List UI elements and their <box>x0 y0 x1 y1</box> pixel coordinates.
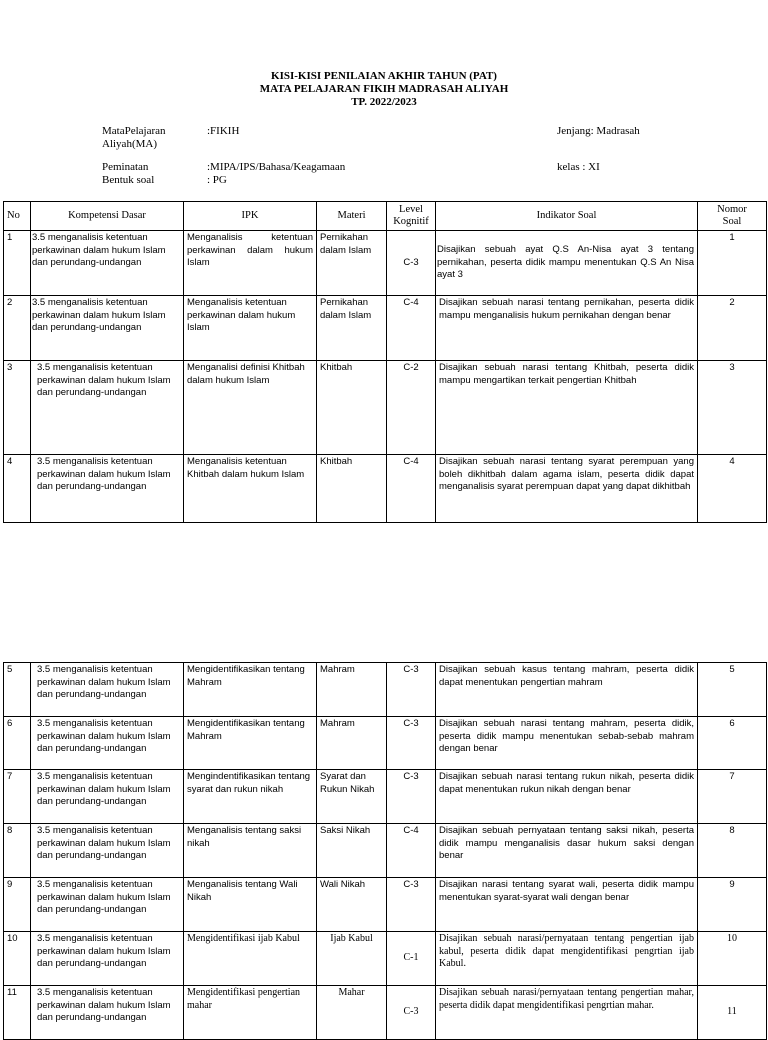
row-nomor: 4 <box>698 455 767 523</box>
row-nomor: 6 <box>698 717 767 770</box>
row-materi: Wali Nikah <box>317 878 387 932</box>
kisi-table-page1 <box>3 201 767 523</box>
jenjang-text: Jenjang: Madrasah <box>557 125 640 137</box>
row-no: 5 <box>4 663 31 717</box>
mapel-label-line2: Aliyah(MA) <box>102 138 157 150</box>
table-row <box>4 878 767 932</box>
row-no: 1 <box>4 231 31 296</box>
row-indikator: Disajikan sebuah narasi tentang pernikahan, peserta didik mampu menganalisis hukum pernikahan dengan benar <box>436 296 698 361</box>
row-level: C-1 <box>387 932 436 986</box>
row-kompetensi-dasar: 3.5 menganalisis ketentuan perkawinan dalam hukum Islam dan perundang-undangan <box>31 663 184 717</box>
row-nomor: 2 <box>698 296 767 361</box>
row-no: 9 <box>4 878 31 932</box>
row-indikator: Disajikan sebuah narasi tentang Khitbah, peserta didik mampu mengartikan terkait pengertian Khitbah <box>436 361 698 455</box>
table-row <box>4 824 767 878</box>
header-ipk: IPK <box>184 202 317 231</box>
row-no: 11 <box>4 986 31 1040</box>
row-kompetensi-dasar: 3.5 menganalisis ketentuan perkawinan dalam hukum Islam dan perundang-undangan <box>31 986 184 1040</box>
row-no: 6 <box>4 717 31 770</box>
row-materi: Mahram <box>317 663 387 717</box>
table-row <box>4 663 767 717</box>
row-ipk: Menganalisis tentang saksi nikah <box>184 824 317 878</box>
row-materi: Pernikahan dalam Islam <box>317 231 387 296</box>
row-nomor: 3 <box>698 361 767 455</box>
header-nomor-line2: Soal <box>722 216 742 227</box>
row-kompetensi-dasar: 3.5 menganalisis ketentuan perkawinan dalam hukum Islam dan perundang-undangan <box>31 932 184 986</box>
row-ipk: Mengidentifikasikan tentang Mahram <box>184 663 317 717</box>
row-nomor: 7 <box>698 770 767 824</box>
table-row <box>4 296 767 361</box>
row-ipk: Menganalisis ketentuan perkawinan dalam hukum Islam <box>184 296 317 361</box>
row-indikator: Disajikan sebuah kasus tentang mahram, peserta didik dapat menentukan pengertian mahram <box>436 663 698 717</box>
row-indikator: Disajikan sebuah narasi/pernyataan tentang pengertian mahar, peserta didik dapat mengidentifikasi pengrtian mahar. <box>436 986 698 1040</box>
row-indikator: Disajikan sebuah pernyataan tentang saksi nikah, peserta didik mampu menganalisis dasar hukum saksi dengan benar <box>436 824 698 878</box>
mapel-label-line1: MataPelajaran <box>102 125 166 137</box>
row-level: C-3 <box>387 878 436 932</box>
bentuk-soal-value: : PG <box>207 174 227 186</box>
row-materi: Khitbah <box>317 361 387 455</box>
row-kompetensi-dasar: 3.5 menganalisis ketentuan perkawinan dalam hukum Islam dan perundang-undangan <box>31 296 184 361</box>
table-row <box>4 455 767 523</box>
header-kompetensi-dasar: Kompetensi Dasar <box>31 202 184 231</box>
row-ipk: Menganalisis ketentuan perkawinan dalam hukum Islam <box>184 231 317 296</box>
row-no: 7 <box>4 770 31 824</box>
row-ipk: Menganalisis ketentuan Khitbah dalam hukum Islam <box>184 455 317 523</box>
header-level-line2: Kognitif <box>393 216 429 227</box>
row-level: C-3 <box>387 986 436 1040</box>
header-nomor-soal <box>698 202 767 231</box>
row-nomor: 9 <box>698 878 767 932</box>
header-materi: Materi <box>317 202 387 231</box>
row-kompetensi-dasar: 3.5 menganalisis ketentuan perkawinan dalam hukum Islam dan perundang-undangan <box>31 824 184 878</box>
row-materi: Mahram <box>317 717 387 770</box>
row-materi: Ijab Kabul <box>317 932 387 986</box>
peminatan-value: :MIPA/IPS/Bahasa/Keagamaan <box>207 161 346 173</box>
row-materi: Khitbah <box>317 455 387 523</box>
row-nomor: 5 <box>698 663 767 717</box>
peminatan-label: Peminatan <box>102 161 149 173</box>
row-kompetensi-dasar: 3.5 menganalisis ketentuan perkawinan dalam hukum Islam dan perundang-undangan <box>31 770 184 824</box>
row-indikator: Disajikan sebuah narasi tentang rukun nikah, peserta didik dapat menentukan rukun nikah dengan benar <box>436 770 698 824</box>
doc-title-line3: TP. 2022/2023 <box>351 96 417 108</box>
row-ipk: Menganalisis tentang Wali Nikah <box>184 878 317 932</box>
row-level: C-4 <box>387 824 436 878</box>
row-ipk: Mengidentifikasikan tentang Mahram <box>184 717 317 770</box>
row-indikator: Disajikan sebuah ayat Q.S An-Nisa ayat 3 tentang pernikahan, peserta didik mampu menentukan Q.S An Nisa ayat 3 <box>436 231 698 296</box>
row-no: 8 <box>4 824 31 878</box>
row-no: 10 <box>4 932 31 986</box>
row-no: 3 <box>4 361 31 455</box>
table-row <box>4 986 767 1040</box>
table-row <box>4 361 767 455</box>
row-no: 4 <box>4 455 31 523</box>
row-level: C-4 <box>387 296 436 361</box>
header-indikator-soal: Indikator Soal <box>436 202 698 231</box>
row-level: C-3 <box>387 231 436 296</box>
table-row <box>4 932 767 986</box>
row-nomor: 10 <box>698 932 767 986</box>
row-level: C-3 <box>387 770 436 824</box>
row-level: C-3 <box>387 717 436 770</box>
row-indikator: Disajikan sebuah narasi/pernyataan tentang pengertian ijab kabul, peserta didik dapat mengidentifikasi pengrtian ijab Kabul. <box>436 932 698 986</box>
row-nomor: 8 <box>698 824 767 878</box>
row-ipk: Mengidentifikasi ijab Kabul <box>184 932 317 986</box>
row-materi: Syarat dan Rukun Nikah <box>317 770 387 824</box>
table-row <box>4 717 767 770</box>
row-indikator: Disajikan sebuah narasi tentang mahram, peserta didik, peserta didik mampu menentukan sebab-sebab mahram dengan benar <box>436 717 698 770</box>
row-nomor: 1 <box>698 231 767 296</box>
row-ipk: Menganalisi definisi Khitbah dalam hukum Islam <box>184 361 317 455</box>
table-row <box>4 770 767 824</box>
doc-title-line2: MATA PELAJARAN FIKIH MADRASAH ALIYAH <box>259 83 509 95</box>
row-kompetensi-dasar: 3.5 menganalisis ketentuan perkawinan dalam hukum Islam dan perundang-undangan <box>31 455 184 523</box>
header-level-kognitif <box>387 202 436 231</box>
row-kompetensi-dasar: 3.5 menganalisis ketentuan perkawinan dalam hukum Islam dan perundang-undangan <box>31 361 184 455</box>
doc-title-line1: KISI-KISI PENILAIAN AKHIR TAHUN (PAT) <box>271 70 497 82</box>
header-no: No <box>4 202 31 231</box>
row-kompetensi-dasar: 3.5 menganalisis ketentuan perkawinan dalam hukum Islam dan perundang-undangan <box>31 878 184 932</box>
row-indikator: Disajikan narasi tentang syarat wali, peserta didik mampu menentukan syarat-syarat wali dengan benar <box>436 878 698 932</box>
row-indikator: Disajikan sebuah narasi tentang syarat perempuan yang boleh dikhitbah dalam agama islam, peserta didik dapat menganalisis syarat perempuan dapat yang dapat dikhitbah <box>436 455 698 523</box>
row-no: 2 <box>4 296 31 361</box>
row-nomor: 11 <box>698 986 767 1040</box>
table-row <box>4 231 767 296</box>
row-materi: Pernikahan dalam Islam <box>317 296 387 361</box>
row-materi: Mahar <box>317 986 387 1040</box>
row-ipk: Mengindentifikasikan tentang syarat dan rukun nikah <box>184 770 317 824</box>
mapel-value: :FIKIH <box>207 125 240 137</box>
row-kompetensi-dasar: 3.5 menganalisis ketentuan perkawinan dalam hukum Islam dan perundang-undangan <box>31 717 184 770</box>
row-materi: Saksi Nikah <box>317 824 387 878</box>
kelas-text: kelas : XI <box>557 161 600 173</box>
bentuk-soal-label: Bentuk soal <box>102 174 155 186</box>
row-level: C-3 <box>387 663 436 717</box>
row-ipk: Mengidentifikasi pengertian mahar <box>184 986 317 1040</box>
row-level: C-4 <box>387 455 436 523</box>
kisi-table-page2 <box>3 662 767 1040</box>
row-level: C-2 <box>387 361 436 455</box>
table-header-row <box>4 202 767 231</box>
header-level-line1: Level <box>399 204 423 215</box>
header-nomor-line1: Nomor <box>717 204 747 215</box>
row-kompetensi-dasar: 3.5 menganalisis ketentuan perkawinan dalam hukum Islam dan perundang-undangan <box>31 231 184 296</box>
